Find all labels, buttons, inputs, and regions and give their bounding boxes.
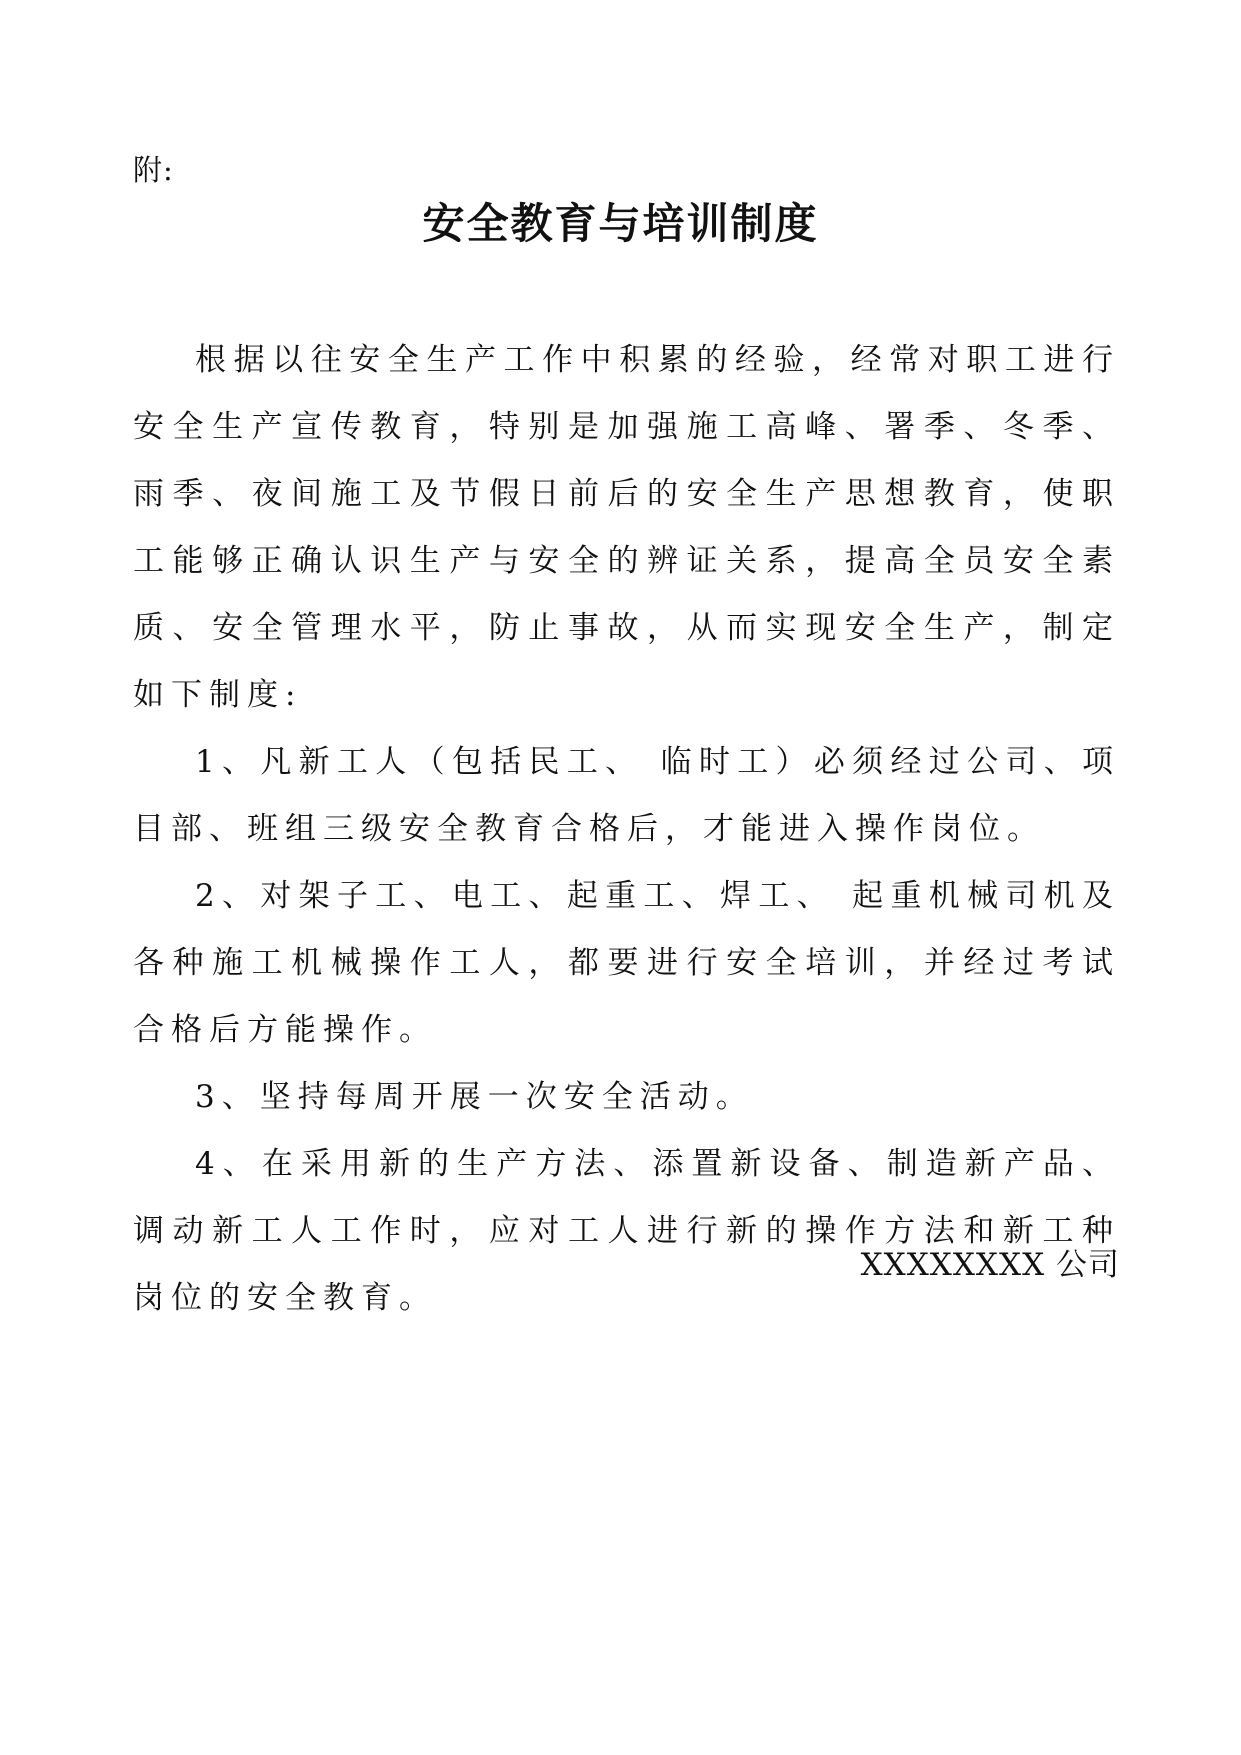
rule-item-4: 4、在采用新的生产方法、添置新设备、制造新产品、调动新工人工作时，应对工人进行新的操作方法和新工种岗位的安全教育。 xyxy=(133,1146,1120,1316)
attachment-label: 附: xyxy=(133,153,174,187)
intro-paragraph: 根据以往安全生产工作中积累的经验，经常对职工进行安全生产宣传教育，特别是加强施工高峰、署季、冬季、雨季、夜间施工及节假日前后的安全生产思想教育，使职工能够正确认识生产与安全的辨证关系，提高全员安全素质、安全管理水平，防止事故，从而实现安全生产，制定如下制度: xyxy=(133,342,1120,713)
document-title: 安全教育与培训制度 xyxy=(422,199,819,248)
rule-item-2: 2、对架子工、电工、起重工、焊工、 起重机械司机及各种施工机械操作工人，都要进行安全培训，并经过考试合格后方能操作。 xyxy=(133,878,1120,1048)
rule-item-3: 3、坚持每周开展一次安全活动。 xyxy=(195,1079,754,1115)
rule-item-1: 1、凡新工人（包括民工、 临时工）必须经过公司、项目部、班组三级安全教育合格后，才能进入操作岗位。 xyxy=(133,744,1120,847)
company-signature: XXXXXXXX 公司 xyxy=(860,1247,1120,1283)
document-body xyxy=(133,327,1120,1332)
